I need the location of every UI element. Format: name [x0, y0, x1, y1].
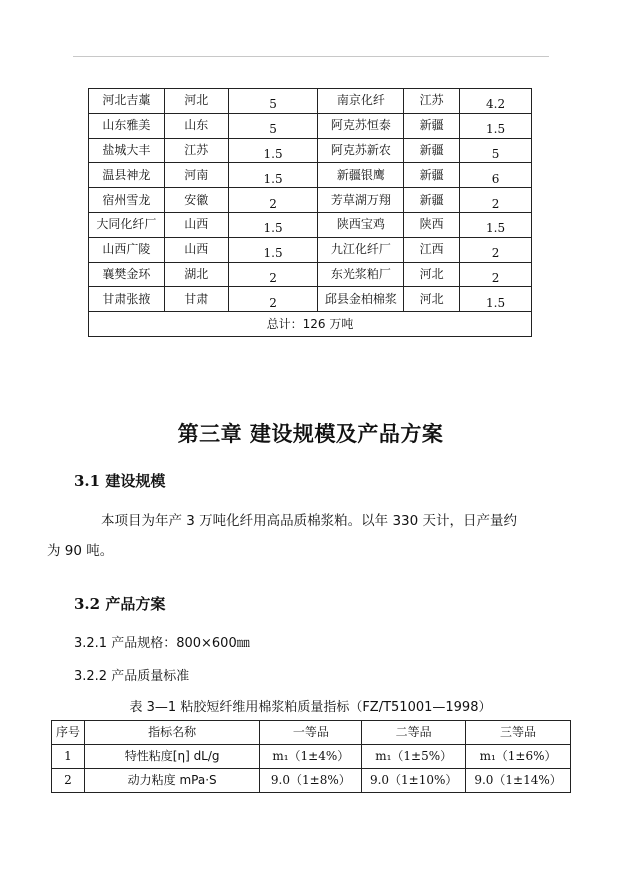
province: 山西 — [164, 212, 228, 237]
province: 河北 — [164, 89, 228, 114]
mill-name: 河北吉藁 — [89, 89, 165, 114]
capacity: 1.5 — [460, 113, 532, 138]
table-cell: 特性粘度[η] dL/g — [84, 745, 259, 769]
section-3-1-paragraph — [47, 506, 554, 566]
capacity: 6 — [460, 163, 532, 188]
mill-name: 南京化纤 — [318, 89, 404, 114]
mill-name: 山东雅美 — [89, 113, 165, 138]
table-cell: 动力粘度 mPa·S — [84, 769, 259, 793]
capacity: 5 — [228, 89, 318, 114]
capacity: 1.5 — [228, 212, 318, 237]
mill-name: 盐城大丰 — [89, 138, 165, 163]
mills-capacity-table — [88, 88, 532, 337]
table-row — [89, 287, 532, 312]
quality-table-caption: 表 3—1 粘胶短纤维用棉浆粕质量指标（FZ/T51001—1998） — [129, 700, 492, 715]
table-cell: 1 — [52, 745, 85, 769]
table-row — [89, 113, 532, 138]
province: 新疆 — [404, 163, 460, 188]
table-row — [89, 188, 532, 213]
mill-name: 襄樊金环 — [89, 262, 165, 287]
table-cell: 2 — [52, 769, 85, 793]
mill-name: 大同化纤厂 — [89, 212, 165, 237]
province: 湖北 — [164, 262, 228, 287]
capacity: 1.5 — [228, 237, 318, 262]
page-header-rule — [73, 56, 549, 57]
province: 江苏 — [164, 138, 228, 163]
province: 甘肃 — [164, 287, 228, 312]
column-header: 二等品 — [362, 721, 466, 745]
province: 山东 — [164, 113, 228, 138]
table-cell: m₁（1±5%） — [362, 745, 466, 769]
mill-name: 宿州雪龙 — [89, 188, 165, 213]
province: 河南 — [164, 163, 228, 188]
province: 安徽 — [164, 188, 228, 213]
table-row — [52, 769, 571, 793]
capacity: 1.5 — [460, 287, 532, 312]
table-cell: m₁（1±4%） — [260, 745, 362, 769]
capacity: 4.2 — [460, 89, 532, 114]
table-cell: 9.0（1±14%） — [466, 769, 571, 793]
mill-name: 新疆银鹰 — [318, 163, 404, 188]
mill-name: 温县神龙 — [89, 163, 165, 188]
capacity: 2 — [460, 188, 532, 213]
paragraph-line-2: 为 90 吨。 — [47, 543, 114, 559]
province: 新疆 — [404, 188, 460, 213]
capacity: 2 — [460, 237, 532, 262]
capacity: 2 — [228, 188, 318, 213]
mill-name: 阿克苏恒泰 — [318, 113, 404, 138]
paragraph-line-1: 本项目为年产 3 万吨化纤用高品质棉浆粕。以年 330 天计，日产量约 — [101, 513, 518, 529]
mill-name: 陕西宝鸡 — [318, 212, 404, 237]
section-3-1-heading: 3.1 建设规模 — [74, 472, 166, 490]
province: 江西 — [404, 237, 460, 262]
mill-name: 九江化纤厂 — [318, 237, 404, 262]
capacity: 2 — [460, 262, 532, 287]
mills-total: 总计：126 万吨 — [89, 312, 532, 337]
province: 山西 — [164, 237, 228, 262]
capacity: 5 — [460, 138, 532, 163]
column-header: 序号 — [52, 721, 85, 745]
mill-name: 甘肃张掖 — [89, 287, 165, 312]
table-row — [89, 262, 532, 287]
section-3-2-heading: 3.2 产品方案 — [74, 595, 166, 613]
table-row — [89, 163, 532, 188]
capacity: 1.5 — [460, 212, 532, 237]
province: 河北 — [404, 262, 460, 287]
table-row — [52, 745, 571, 769]
capacity: 2 — [228, 287, 318, 312]
capacity: 1.5 — [228, 138, 318, 163]
column-header: 指标名称 — [84, 721, 259, 745]
column-header: 三等品 — [466, 721, 571, 745]
province: 新疆 — [404, 113, 460, 138]
capacity: 5 — [228, 113, 318, 138]
mill-name: 邱县金柏棉浆 — [318, 287, 404, 312]
table-row — [89, 89, 532, 114]
quality-index-table — [51, 720, 571, 793]
mill-name: 阿克苏新农 — [318, 138, 404, 163]
product-spec: 3.2.1 产品规格：800×600㎜ — [74, 636, 250, 651]
mill-name: 东光浆粕厂 — [318, 262, 404, 287]
mill-name: 山西广陵 — [89, 237, 165, 262]
table-row — [89, 212, 532, 237]
mill-name: 芳草湖万翔 — [318, 188, 404, 213]
province: 陕西 — [404, 212, 460, 237]
table-cell: 9.0（1±8%） — [260, 769, 362, 793]
table-row — [89, 138, 532, 163]
province: 河北 — [404, 287, 460, 312]
table-cell: 9.0（1±10%） — [362, 769, 466, 793]
chapter-title: 第三章 建设规模及产品方案 — [177, 421, 444, 446]
province: 新疆 — [404, 138, 460, 163]
quality-standard-heading: 3.2.2 产品质量标准 — [74, 669, 190, 684]
column-header: 一等品 — [260, 721, 362, 745]
table-cell: m₁（1±6%） — [466, 745, 571, 769]
table-header-row — [52, 721, 571, 745]
capacity: 2 — [228, 262, 318, 287]
capacity: 1.5 — [228, 163, 318, 188]
province: 江苏 — [404, 89, 460, 114]
table-row — [89, 237, 532, 262]
